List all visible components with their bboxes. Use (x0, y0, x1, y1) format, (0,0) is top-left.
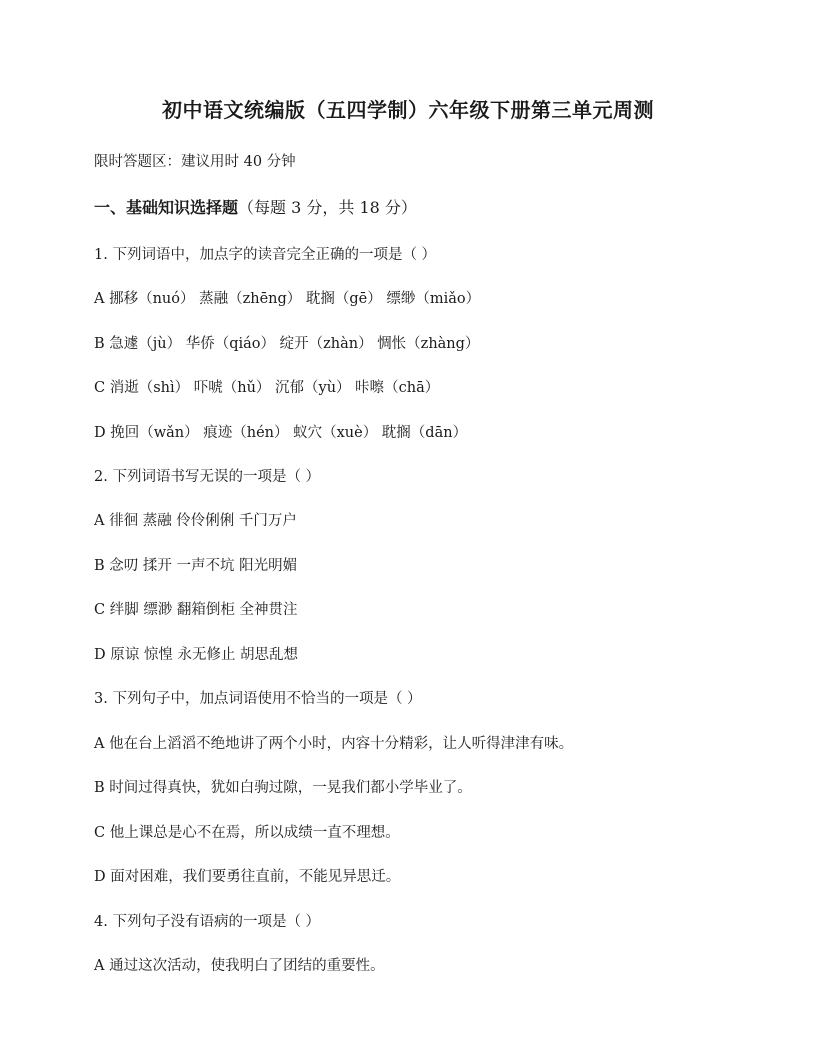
question-3-option-c: C 他上课总是心不在焉，所以成绩一直不理想。 (94, 825, 400, 841)
question-3-option-b: B 时间过得真快，犹如白驹过隙，一晃我们都小学毕业了。 (94, 780, 472, 796)
question-2-option-b: B 念叨 揉开 一声不坑 阳光明媚 (94, 558, 298, 574)
time-note: 限时答题区：建议用时 40 分钟 (94, 154, 296, 170)
question-2-stem: 2. 下列词语书写无误的一项是（ ） (94, 469, 321, 485)
section-heading (94, 195, 417, 218)
question-3-option-a: A 他在台上滔滔不绝地讲了两个小时，内容十分精彩，让人听得津津有味。 (94, 736, 574, 752)
question-2-option-a: A 徘徊 蒸融 伶伶俐俐 千门万户 (94, 513, 297, 529)
question-3-stem: 3. 下列句子中，加点词语使用不恰当的一项是（ ） (94, 691, 422, 707)
page-title: 初中语文统编版（五四学制）六年级下册第三单元周测 (162, 98, 654, 122)
question-3-option-d: D 面对困难，我们要勇往直前，不能见异思迁。 (94, 869, 401, 885)
section-title: 一、基础知识选择题 (94, 198, 239, 217)
question-4-stem: 4. 下列句子没有语病的一项是（ ） (94, 914, 321, 930)
question-1-option-c: C 消逝（shì） 吓唬（hǔ） 沉郁（yù） 咔嚓（chā） (94, 380, 440, 396)
question-4-option-a: A 通过这次活动，使我明白了团结的重要性。 (94, 958, 385, 974)
question-1-option-b: B 急遽（jù） 华侨（qiáo） 绽开（zhàn） 惆怅（zhàng） (94, 336, 480, 352)
question-1-stem: 1. 下列词语中，加点字的读音完全正确的一项是（ ） (94, 247, 437, 263)
question-2-option-c: C 绊脚 缥渺 翻箱倒柜 全神贯注 (94, 602, 298, 618)
question-1-option-a: A 挪移（nuó） 蒸融（zhēng） 耽搁（gē） 缥缈（miǎo） (94, 291, 481, 307)
question-1-option-d: D 挽回（wǎn） 痕迹（hén） 蚁穴（xuè） 耽搁（dān） (94, 425, 468, 441)
section-points: （每题 3 分，共 18 分） (238, 198, 417, 217)
question-2-option-d: D 原谅 惊惶 永无修止 胡思乱想 (94, 647, 299, 663)
